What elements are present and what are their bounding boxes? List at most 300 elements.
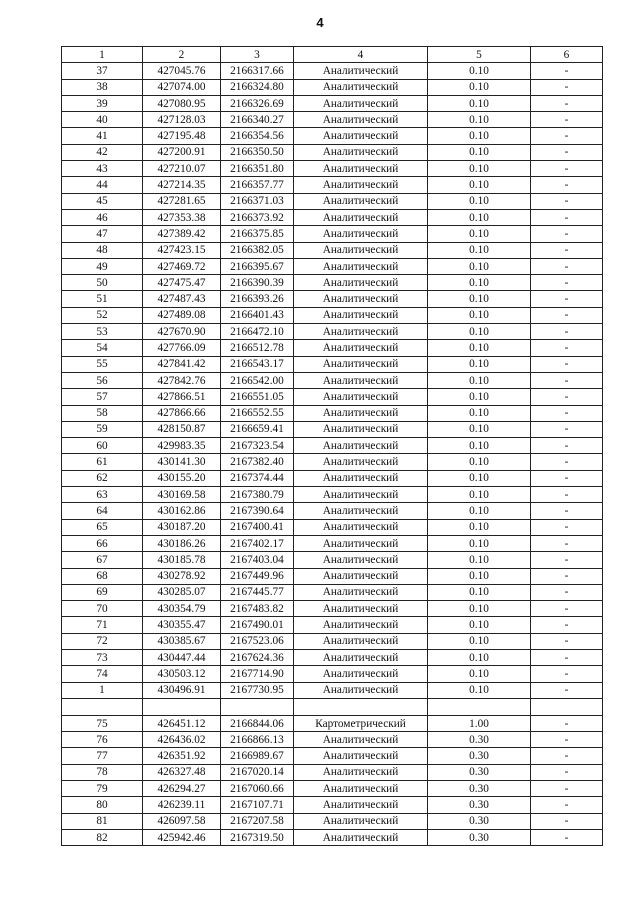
table-cell: Аналитический xyxy=(294,552,428,568)
table-cell: 426239.11 xyxy=(143,797,221,813)
table-cell: 56 xyxy=(62,372,143,388)
table-cell: - xyxy=(531,161,603,177)
table-cell: 426351.92 xyxy=(143,748,221,764)
table-cell: Аналитический xyxy=(294,666,428,682)
table-cell: - xyxy=(531,275,603,291)
table-cell: 0.10 xyxy=(428,128,531,144)
table-cell: 73 xyxy=(62,649,143,665)
column-header: 2 xyxy=(143,47,221,63)
column-header: 3 xyxy=(221,47,294,63)
table-cell: - xyxy=(531,258,603,274)
table-cell: - xyxy=(531,340,603,356)
table-cell: 71 xyxy=(62,617,143,633)
table-cell: - xyxy=(531,666,603,682)
table-cell: Аналитический xyxy=(294,732,428,748)
table-cell: 2166395.67 xyxy=(221,258,294,274)
table-cell: 426097.58 xyxy=(143,813,221,829)
table-row xyxy=(62,781,603,797)
page-number: 4 xyxy=(316,15,324,30)
table-row xyxy=(62,732,603,748)
table-cell: - xyxy=(531,519,603,535)
table-cell: 427281.65 xyxy=(143,193,221,209)
table-cell: 82 xyxy=(62,829,143,845)
table-cell: 0.10 xyxy=(428,291,531,307)
table-cell: Аналитический xyxy=(294,112,428,128)
table-cell: - xyxy=(531,405,603,421)
table-row xyxy=(62,275,603,291)
table-cell: Аналитический xyxy=(294,340,428,356)
table-cell: 0.10 xyxy=(428,226,531,242)
table-cell: 74 xyxy=(62,666,143,682)
table-cell: 430155.20 xyxy=(143,470,221,486)
table-row xyxy=(62,63,603,79)
table-cell xyxy=(143,698,221,715)
table-row xyxy=(62,161,603,177)
table-cell: 427210.07 xyxy=(143,161,221,177)
table-cell: 2166351.80 xyxy=(221,161,294,177)
table-cell: 2166512.78 xyxy=(221,340,294,356)
table-cell: 78 xyxy=(62,764,143,780)
table-row xyxy=(62,666,603,682)
table-row xyxy=(62,356,603,372)
table-cell: 0.30 xyxy=(428,748,531,764)
table-cell: 79 xyxy=(62,781,143,797)
table-row xyxy=(62,829,603,845)
table-row xyxy=(62,144,603,160)
table-cell: Аналитический xyxy=(294,389,428,405)
table-cell: 2166357.77 xyxy=(221,177,294,193)
table-cell: - xyxy=(531,389,603,405)
table-row xyxy=(62,584,603,600)
table-cell: 67 xyxy=(62,552,143,568)
table-cell: 0.30 xyxy=(428,764,531,780)
table-cell: 0.30 xyxy=(428,829,531,845)
table-row xyxy=(62,503,603,519)
table-cell: 427195.48 xyxy=(143,128,221,144)
table-cell: 0.10 xyxy=(428,633,531,649)
table-cell: Аналитический xyxy=(294,307,428,323)
table-cell: - xyxy=(531,503,603,519)
table-row xyxy=(62,209,603,225)
table-cell: 427080.95 xyxy=(143,95,221,111)
table-cell: 2166552.55 xyxy=(221,405,294,421)
table-row xyxy=(62,405,603,421)
table-cell: 0.10 xyxy=(428,63,531,79)
table-row xyxy=(62,291,603,307)
table-cell: 0.10 xyxy=(428,79,531,95)
table-cell: Аналитический xyxy=(294,503,428,519)
table-cell: - xyxy=(531,781,603,797)
table-cell: 430278.92 xyxy=(143,568,221,584)
column-header: 5 xyxy=(428,47,531,63)
table-cell: 427842.76 xyxy=(143,372,221,388)
table-cell: 39 xyxy=(62,95,143,111)
table-cell: - xyxy=(531,226,603,242)
table-cell: 54 xyxy=(62,340,143,356)
table-row xyxy=(62,633,603,649)
column-header: 4 xyxy=(294,47,428,63)
table-cell: 49 xyxy=(62,258,143,274)
table-cell: Аналитический xyxy=(294,144,428,160)
table-cell: Аналитический xyxy=(294,748,428,764)
table-cell: 427841.42 xyxy=(143,356,221,372)
table-row xyxy=(62,242,603,258)
table-row xyxy=(62,649,603,665)
table-cell: - xyxy=(531,209,603,225)
table-cell: 0.30 xyxy=(428,813,531,829)
table-cell: 0.10 xyxy=(428,193,531,209)
table-cell: 0.10 xyxy=(428,340,531,356)
table-cell: 0.10 xyxy=(428,356,531,372)
table-cell: 427670.90 xyxy=(143,324,221,340)
table-cell: - xyxy=(531,797,603,813)
table-cell: 2166317.66 xyxy=(221,63,294,79)
table-cell: 427866.51 xyxy=(143,389,221,405)
table-cell: 0.10 xyxy=(428,421,531,437)
table-cell: 428150.87 xyxy=(143,421,221,437)
table-cell: 0.10 xyxy=(428,161,531,177)
table-cell: 427128.03 xyxy=(143,112,221,128)
table-cell: 2166354.56 xyxy=(221,128,294,144)
table-cell: Аналитический xyxy=(294,601,428,617)
table-cell: 0.10 xyxy=(428,112,531,128)
table-cell: 0.10 xyxy=(428,242,531,258)
table-cell: 70 xyxy=(62,601,143,617)
table-cell: 0.10 xyxy=(428,177,531,193)
table-cell: 41 xyxy=(62,128,143,144)
table-cell: 426451.12 xyxy=(143,715,221,731)
table-cell: - xyxy=(531,552,603,568)
table-cell: - xyxy=(531,63,603,79)
table-cell: Аналитический xyxy=(294,372,428,388)
table-row xyxy=(62,797,603,813)
table-cell: 430185.78 xyxy=(143,552,221,568)
table-cell: 2167207.58 xyxy=(221,813,294,829)
table-cell: Аналитический xyxy=(294,356,428,372)
table-cell: 2167380.79 xyxy=(221,487,294,503)
table-cell: 64 xyxy=(62,503,143,519)
table-cell: Аналитический xyxy=(294,568,428,584)
table-cell: 2167107.71 xyxy=(221,797,294,813)
table-cell: 0.10 xyxy=(428,519,531,535)
table-cell: 427487.43 xyxy=(143,291,221,307)
table-cell: Аналитический xyxy=(294,275,428,291)
table-cell: 0.10 xyxy=(428,552,531,568)
table-cell: 430162.86 xyxy=(143,503,221,519)
table-row xyxy=(62,324,603,340)
table-cell: 2167402.17 xyxy=(221,535,294,551)
table-cell: 430496.91 xyxy=(143,682,221,698)
table-cell: 2167374.44 xyxy=(221,470,294,486)
table-cell: 2166393.26 xyxy=(221,291,294,307)
table-cell: 51 xyxy=(62,291,143,307)
table-cell: 0.10 xyxy=(428,438,531,454)
table-cell: - xyxy=(531,732,603,748)
table-cell: 2167714.90 xyxy=(221,666,294,682)
table-cell: - xyxy=(531,454,603,470)
table-cell: 2167523.06 xyxy=(221,633,294,649)
table-cell: 76 xyxy=(62,732,143,748)
table-cell: 2166551.05 xyxy=(221,389,294,405)
table-cell: 1 xyxy=(62,682,143,698)
table-cell: Аналитический xyxy=(294,324,428,340)
table-cell: 427475.47 xyxy=(143,275,221,291)
table-cell xyxy=(62,698,143,715)
table-cell: 0.10 xyxy=(428,275,531,291)
table-cell: 430447.44 xyxy=(143,649,221,665)
table-cell: 44 xyxy=(62,177,143,193)
table-cell: - xyxy=(531,633,603,649)
table-cell: Аналитический xyxy=(294,682,428,698)
table-row xyxy=(62,454,603,470)
table-cell: 427389.42 xyxy=(143,226,221,242)
table-cell: - xyxy=(531,438,603,454)
table-row xyxy=(62,535,603,551)
table-cell: Аналитический xyxy=(294,829,428,845)
table-cell: 0.10 xyxy=(428,666,531,682)
table-row xyxy=(62,764,603,780)
table-cell: Картометрический xyxy=(294,715,428,731)
table-cell: 0.10 xyxy=(428,324,531,340)
table-cell: 47 xyxy=(62,226,143,242)
table-row xyxy=(62,715,603,731)
table-cell: 0.10 xyxy=(428,568,531,584)
table-cell: 0.10 xyxy=(428,372,531,388)
table-row xyxy=(62,389,603,405)
table-cell: 60 xyxy=(62,438,143,454)
table-cell: 42 xyxy=(62,144,143,160)
table-cell: 0.10 xyxy=(428,682,531,698)
table-row xyxy=(62,340,603,356)
table-cell: 2166472.10 xyxy=(221,324,294,340)
table-cell: Аналитический xyxy=(294,617,428,633)
table-row xyxy=(62,177,603,193)
table-cell: 0.10 xyxy=(428,209,531,225)
table-cell: Аналитический xyxy=(294,258,428,274)
table-cell: - xyxy=(531,324,603,340)
table-cell: 1.00 xyxy=(428,715,531,731)
table-cell: 2167060.66 xyxy=(221,781,294,797)
table-cell: 0.10 xyxy=(428,307,531,323)
table-cell: Аналитический xyxy=(294,209,428,225)
table-cell: - xyxy=(531,748,603,764)
table-cell: Аналитический xyxy=(294,519,428,535)
table-cell: - xyxy=(531,535,603,551)
table-cell: 0.30 xyxy=(428,797,531,813)
table-row xyxy=(62,601,603,617)
table-cell: 2167382.40 xyxy=(221,454,294,470)
table-cell: 81 xyxy=(62,813,143,829)
table-cell: 427489.08 xyxy=(143,307,221,323)
table-cell: 2166844.06 xyxy=(221,715,294,731)
table-cell: Аналитический xyxy=(294,79,428,95)
table-cell: 2166375.85 xyxy=(221,226,294,242)
table-row xyxy=(62,226,603,242)
table-cell xyxy=(531,698,603,715)
table-cell: - xyxy=(531,568,603,584)
table-cell: 427200.91 xyxy=(143,144,221,160)
table-cell: Аналитический xyxy=(294,487,428,503)
table-cell: 429983.35 xyxy=(143,438,221,454)
table-cell: 2167403.04 xyxy=(221,552,294,568)
table-cell: 66 xyxy=(62,535,143,551)
table-cell: - xyxy=(531,487,603,503)
table-cell: 426436.02 xyxy=(143,732,221,748)
table-row xyxy=(62,372,603,388)
table-cell: 2167445.77 xyxy=(221,584,294,600)
table-row xyxy=(62,112,603,128)
table-row xyxy=(62,79,603,95)
table-cell: 0.30 xyxy=(428,781,531,797)
table-cell: 430354.79 xyxy=(143,601,221,617)
table-cell: 80 xyxy=(62,797,143,813)
table-row xyxy=(62,698,603,715)
table-cell: 2167624.36 xyxy=(221,649,294,665)
coordinates-table xyxy=(61,46,603,846)
table-cell: 2166373.92 xyxy=(221,209,294,225)
table-cell: 2166382.05 xyxy=(221,242,294,258)
table-row xyxy=(62,470,603,486)
table-cell: - xyxy=(531,307,603,323)
table-cell: Аналитический xyxy=(294,633,428,649)
table-cell: 52 xyxy=(62,307,143,323)
table-cell: Аналитический xyxy=(294,781,428,797)
table-cell: - xyxy=(531,95,603,111)
table-cell: 62 xyxy=(62,470,143,486)
table-cell: 0.10 xyxy=(428,470,531,486)
table-cell: 2166866.13 xyxy=(221,732,294,748)
table-cell: - xyxy=(531,79,603,95)
table-cell: Аналитический xyxy=(294,470,428,486)
table-cell: 2167400.41 xyxy=(221,519,294,535)
table-cell: 57 xyxy=(62,389,143,405)
table-cell: Аналитический xyxy=(294,161,428,177)
table-cell: 0.10 xyxy=(428,584,531,600)
table-cell: Аналитический xyxy=(294,242,428,258)
table-cell: 2166326.69 xyxy=(221,95,294,111)
table-cell: 427469.72 xyxy=(143,258,221,274)
table-cell xyxy=(294,698,428,715)
table-cell: - xyxy=(531,764,603,780)
table-cell: 72 xyxy=(62,633,143,649)
table-cell: 0.10 xyxy=(428,405,531,421)
table-body xyxy=(62,63,603,846)
table-cell: Аналитический xyxy=(294,421,428,437)
table-cell: 0.10 xyxy=(428,487,531,503)
table-cell: - xyxy=(531,144,603,160)
table-row xyxy=(62,193,603,209)
table-cell: 427214.35 xyxy=(143,177,221,193)
table-cell: 430503.12 xyxy=(143,666,221,682)
table-row xyxy=(62,128,603,144)
table-cell: 48 xyxy=(62,242,143,258)
table-row xyxy=(62,813,603,829)
table-cell: 0.10 xyxy=(428,535,531,551)
table-cell: 77 xyxy=(62,748,143,764)
table-cell: - xyxy=(531,372,603,388)
table-cell xyxy=(221,698,294,715)
table-row xyxy=(62,438,603,454)
table-cell: Аналитический xyxy=(294,128,428,144)
table-row xyxy=(62,617,603,633)
table-cell: 0.10 xyxy=(428,389,531,405)
table-row xyxy=(62,682,603,698)
table-cell: Аналитический xyxy=(294,535,428,551)
table-cell: 43 xyxy=(62,161,143,177)
table-cell: 427766.09 xyxy=(143,340,221,356)
table-cell: Аналитический xyxy=(294,177,428,193)
table-cell: 55 xyxy=(62,356,143,372)
table-cell: 427866.66 xyxy=(143,405,221,421)
table-cell: Аналитический xyxy=(294,95,428,111)
table-cell: 0.10 xyxy=(428,454,531,470)
table-cell: 2166401.43 xyxy=(221,307,294,323)
table-row xyxy=(62,307,603,323)
table-cell: 63 xyxy=(62,487,143,503)
table-cell: 2166543.17 xyxy=(221,356,294,372)
table-cell: 0.10 xyxy=(428,617,531,633)
table-cell: 46 xyxy=(62,209,143,225)
table-cell: - xyxy=(531,682,603,698)
table-row xyxy=(62,258,603,274)
table-cell: Аналитический xyxy=(294,813,428,829)
table-cell: 2166324.80 xyxy=(221,79,294,95)
table-cell: 430285.07 xyxy=(143,584,221,600)
table-cell: 427045.76 xyxy=(143,63,221,79)
table-cell: - xyxy=(531,128,603,144)
table-cell: - xyxy=(531,829,603,845)
table-cell: Аналитический xyxy=(294,405,428,421)
table-cell: 2166340.27 xyxy=(221,112,294,128)
table-cell: 426294.27 xyxy=(143,781,221,797)
table-cell: 75 xyxy=(62,715,143,731)
table-cell: 0.10 xyxy=(428,258,531,274)
table-cell: 58 xyxy=(62,405,143,421)
table-cell: 2167449.96 xyxy=(221,568,294,584)
table-cell: 40 xyxy=(62,112,143,128)
table-cell: - xyxy=(531,813,603,829)
table-cell: 2166371.03 xyxy=(221,193,294,209)
table-cell: Аналитический xyxy=(294,193,428,209)
table-cell: 2167730.95 xyxy=(221,682,294,698)
table-cell: Аналитический xyxy=(294,291,428,307)
table-cell: 425942.46 xyxy=(143,829,221,845)
table-cell: 69 xyxy=(62,584,143,600)
table-cell: 0.10 xyxy=(428,649,531,665)
table-cell: 50 xyxy=(62,275,143,291)
table-cell: 2166390.39 xyxy=(221,275,294,291)
table-cell: Аналитический xyxy=(294,226,428,242)
table-cell: Аналитический xyxy=(294,649,428,665)
table-cell: - xyxy=(531,242,603,258)
table-cell: Аналитический xyxy=(294,454,428,470)
table-cell: 0.10 xyxy=(428,601,531,617)
table-cell: 427074.00 xyxy=(143,79,221,95)
table-cell: 65 xyxy=(62,519,143,535)
table-cell: 2167390.64 xyxy=(221,503,294,519)
table-cell: 2166989.67 xyxy=(221,748,294,764)
table-cell: 0.10 xyxy=(428,95,531,111)
table-cell: 2166659.41 xyxy=(221,421,294,437)
table-cell: 53 xyxy=(62,324,143,340)
table-cell: 68 xyxy=(62,568,143,584)
table-row xyxy=(62,552,603,568)
column-header: 1 xyxy=(62,47,143,63)
table-row xyxy=(62,95,603,111)
table-row xyxy=(62,748,603,764)
table-cell: - xyxy=(531,601,603,617)
table-cell: - xyxy=(531,112,603,128)
